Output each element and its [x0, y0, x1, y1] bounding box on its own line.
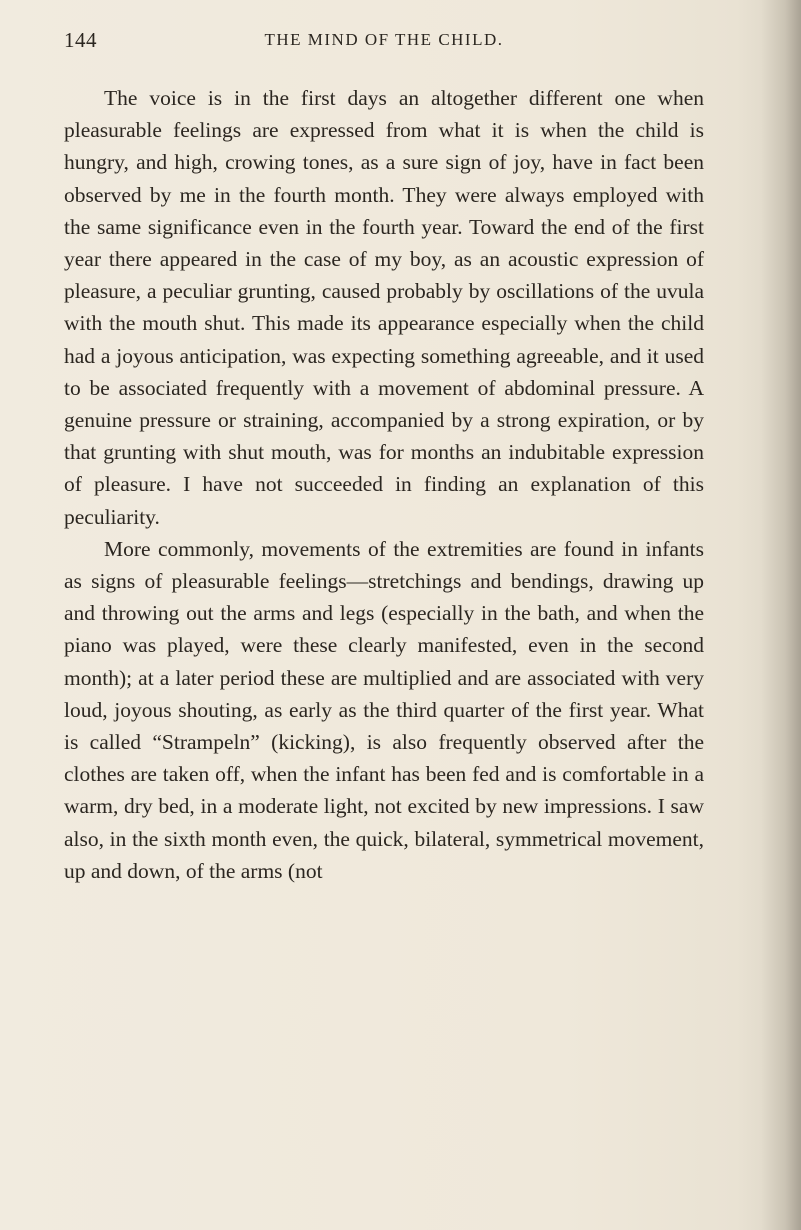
running-head: THE MIND OF THE CHILD.: [264, 30, 504, 49]
paragraph-1: The voice is in the first days an altogether different one when pleasurable feelings are expressed from what it is when the child is hungry, and high, crowing tones, as a sure sign of joy, have in fact been observed by me in the fourth month. They were always employed with the same significance even in the fourth year. Toward the end of the first year there appeared in the case of my boy, as an acoustic expression of pleasure, a peculiar grunting, caused probably by oscillations of the uvula with the mouth shut. This made its appearance especially when the child had a joyous anticipation, was expecting something agreeable, and it used to be associated frequently with a movement of abdominal pressure. A genuine pressure or straining, accompanied by a strong expiration, or by that grunting with shut mouth, was for months an indubitable expression of pleasure. I have not succeeded in finding an explanation of this peculiarity.: [64, 86, 704, 529]
body-text: [64, 82, 704, 887]
paragraph-2: More commonly, movements of the extremities are found in infants as signs of pleasurable feelings—stretchings and bendings, drawing up and throwing out the arms and legs (especially in the bath, and when the piano was played, were these clearly manifested, even in the second month); at a later period these are multiplied and are associated with very loud, joyous shouting, as early as the third quarter of the first year. What is called “Strampeln” (kicking), is also frequently observed after the clothes are taken off, when the infant has been fed and is comfortable in a warm, dry bed, in a moderate light, not excited by new impressions. I saw also, in the sixth month even, the quick, bilateral, symmetrical movement, up and down, of the arms (not: [64, 536, 704, 883]
page-header: [64, 28, 704, 56]
page-number: 144: [64, 28, 97, 52]
page-edge-shadow: [761, 0, 801, 1230]
